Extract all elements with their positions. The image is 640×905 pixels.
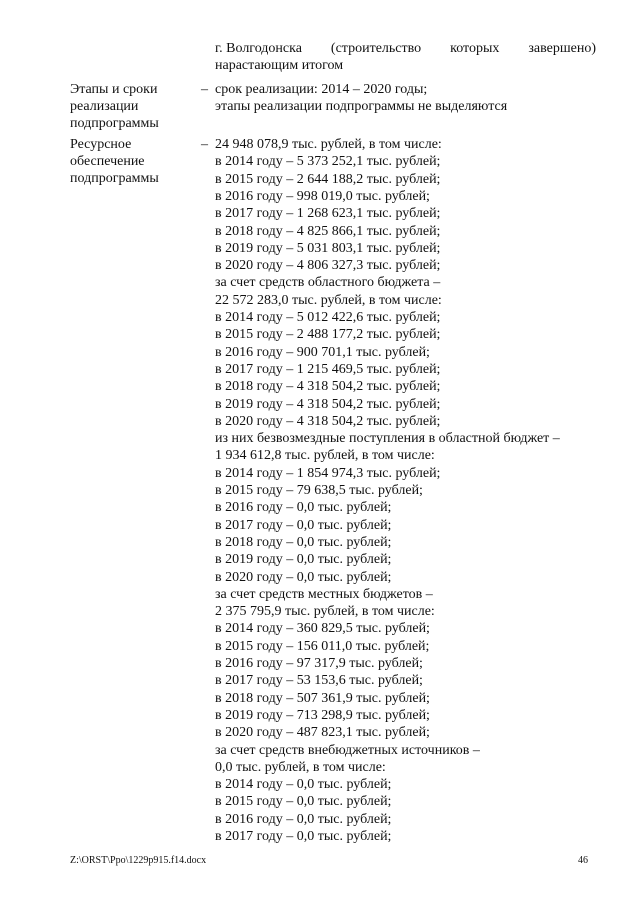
resources-value-line: в 2018 году – 0,0 тыс. рублей; [215,534,392,550]
resources-value-line: в 2017 году – 1 215 469,5 тыс. рублей; [215,361,441,377]
stages-dash: – [201,82,208,97]
continuation-word: г. Волгодонска [215,41,302,56]
resources-value-line: в 2017 году – 0,0 тыс. рублей; [215,517,392,533]
resources-value-line: в 2019 году – 5 031 803,1 тыс. рублей; [215,240,441,256]
resources-label-line: подпрограммы [70,171,159,186]
resources-value-line: за счет средств внебюджетных источников – [215,742,480,758]
continuation-line-1 [215,40,596,57]
resources-value-line: в 2018 году – 4 825 866,1 тыс. рублей; [215,223,441,239]
resources-value-line: в 2014 году – 5 012 422,6 тыс. рублей; [215,310,441,325]
resources-value-line: в 2020 году – 0,0 тыс. рублей; [215,569,392,585]
resources-value-line: в 2017 году – 53 153,6 тыс. рублей; [215,673,423,689]
resources-value-line: в 2018 году – 4 318 504,2 тыс. рублей; [215,379,441,395]
resources-value-line: в 2019 году – 4 318 504,2 тыс. рублей; [215,396,441,412]
resources-value-line: в 2018 году – 507 361,9 тыс. рублей; [215,690,430,706]
resources-value-line: в 2017 году – 0,0 тыс. рублей; [215,829,392,844]
resources-value-line: в 2014 году – 360 829,5 тыс. рублей; [215,621,430,637]
resources-value-line: в 2020 году – 487 823,1 тыс. рублей; [215,725,430,741]
resources-dash: – [201,137,208,152]
resources-value-line: в 2014 году – 1 854 974,3 тыс. рублей; [215,465,441,481]
resources-value-line: в 2015 году – 0,0 тыс. рублей; [215,794,392,810]
resources-value-line: в 2014 году – 0,0 тыс. рублей; [215,777,392,793]
resources-value-line: в 2019 году – 0,0 тыс. рублей; [215,552,392,568]
resources-value-line: в 2015 году – 2 644 188,2 тыс. рублей; [215,171,441,187]
resources-value-line: в 2016 году – 0,0 тыс. рублей; [215,811,392,827]
resources-value-line: в 2020 году – 4 806 327,3 тыс. рублей; [215,258,441,274]
resources-value-line: в 2015 году – 156 011,0 тыс. рублей; [215,638,430,654]
footer-page-number: 46 [578,855,588,866]
footer-file-path: Z:\ORST\Ppo\1229p915.f14.docx [70,855,207,866]
resources-value-line: в 2016 году – 998 019,0 тыс. рублей; [215,188,430,204]
resources-value-line: 0,0 тыс. рублей, в том числе: [215,759,386,775]
stages-value-line: этапы реализации подпрограммы не выделяются [215,99,508,114]
resources-value-line: 1 934 612,8 тыс. рублей, в том числе: [215,448,435,464]
continuation-word: которых [450,41,500,56]
stages-label-line: реализации [70,99,139,114]
resources-label-line: Ресурсное [70,137,132,152]
resources-value-line: в 2015 году – 79 638,5 тыс. рублей; [215,483,423,498]
stages-label-line: Этапы и сроки [70,82,158,97]
resources-value-line: в 2015 году – 2 488 177,2 тыс. рублей; [215,327,441,343]
resources-value-line: 24 948 078,9 тыс. рублей, в том числе: [215,137,442,152]
resources-value-line: в 2019 году – 713 298,9 тыс. рублей; [215,707,430,723]
resources-value-line: в 2016 году – 97 317,9 тыс. рублей; [215,656,423,671]
resources-label-line: обеспечение [70,154,145,169]
continuation-word: завершено) [528,41,596,56]
resources-value-line: в 2016 году – 900 701,1 тыс. рублей; [215,344,430,360]
resources-value-line: 22 572 283,0 тыс. рублей, в том числе: [215,292,442,308]
resources-value-line: в 2014 году – 5 373 252,1 тыс. рублей; [215,154,441,170]
continuation-word: (строительство [330,41,422,56]
stages-value-line: срок реализации: 2014 – 2020 годы; [215,82,428,97]
resources-value-line: 2 375 795,9 тыс. рублей, в том числе: [215,604,435,620]
resources-value-line: за счет средств местных бюджетов – [215,586,433,602]
continuation-line-2: нарастающим итогом [215,58,344,73]
resources-value-line: в 2016 году – 0,0 тыс. рублей; [215,500,392,516]
resources-value-line: за счет средств областного бюджета – [215,275,441,291]
resources-value-line: в 2017 году – 1 268 623,1 тыс. рублей; [215,206,441,222]
stages-label-line: подпрограммы [70,116,159,131]
resources-value-line: из них безвозмездные поступления в областной бюджет – [215,431,560,447]
resources-value-line: в 2020 году – 4 318 504,2 тыс. рублей; [215,413,441,429]
